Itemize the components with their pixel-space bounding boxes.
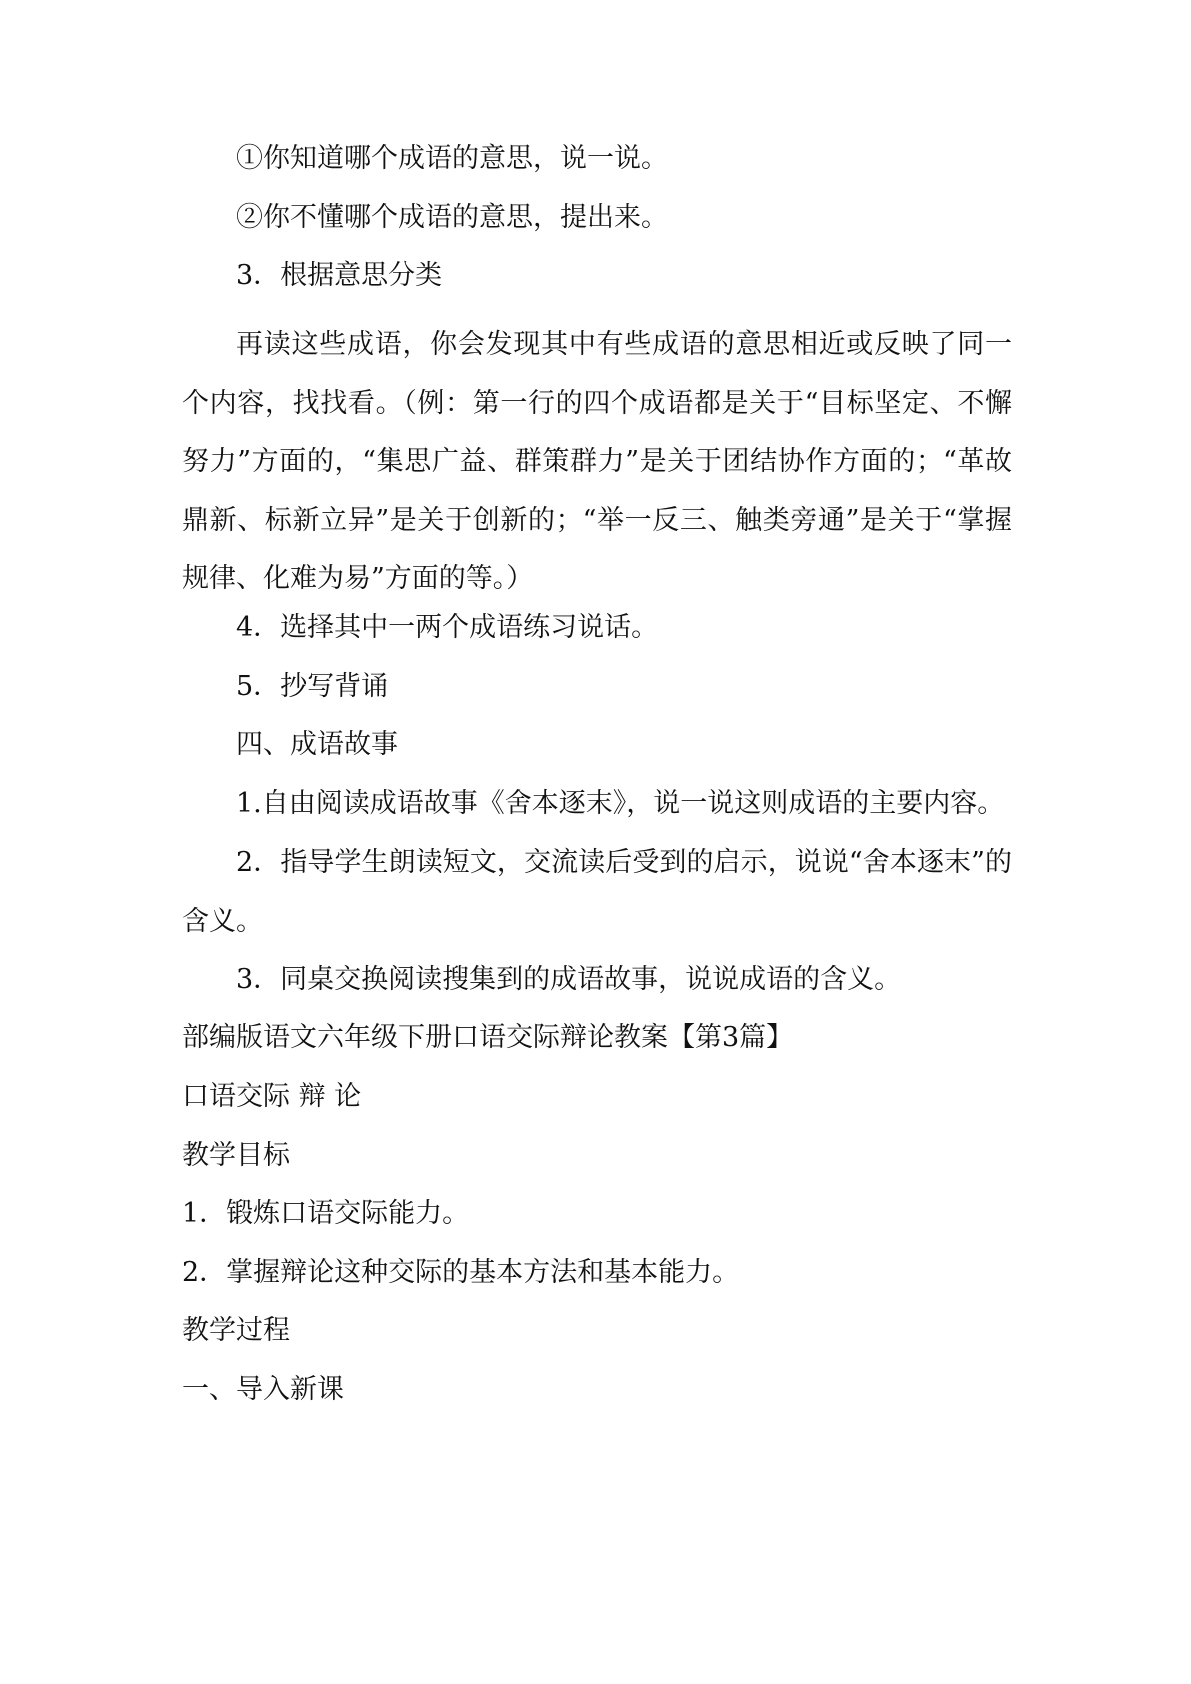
lesson-title: 口语交际 辩 论 — [182, 1081, 362, 1112]
paragraph-1: ①你知道哪个成语的意思，说一说。 — [236, 143, 668, 174]
goal-item-2: 2．掌握辩论这种交际的基本方法和基本能力。 — [182, 1257, 740, 1288]
paragraph-7: 四、成语故事 — [236, 729, 398, 760]
paragraph-4: 再读这些成语，你会发现其中有些成语的意思相近或反映了同一个内容，找找看。（例：第一行的四个成语都是关于“目标坚定、不懈努力”方面的，“集思广益、群策群力”是关于团结协作方面的；“革故鼎新、标新立异”是关于创新的；“举一反三、触类旁通”是关于“掌握规律、化难为易”方面的等。） — [182, 329, 1012, 594]
paragraph-10: 3．同桌交换阅读搜集到的成语故事，说说成语的含义。 — [236, 964, 902, 995]
paragraph-5: 4．选择其中一两个成语练习说话。 — [236, 612, 659, 643]
goal-item-1: 1．锻炼口语交际能力。 — [182, 1198, 470, 1229]
step-heading: 一、导入新课 — [182, 1374, 344, 1405]
paragraph-3: 3．根据意思分类 — [236, 260, 443, 291]
paragraph-8: 1.自由阅读成语故事《舍本逐末》，说一说这则成语的主要内容。 — [236, 788, 1005, 819]
teaching-process-heading: 教学过程 — [182, 1315, 290, 1346]
section-title: 部编版语文六年级下册口语交际辩论教案【第3篇】 — [182, 1022, 794, 1053]
paragraph-2: ②你不懂哪个成语的意思，提出来。 — [236, 202, 668, 233]
paragraph-9: 2．指导学生朗读短文，交流读后受到的启示，说说“舍本逐末”的含义。 — [182, 847, 1012, 937]
teaching-goals-heading: 教学目标 — [182, 1140, 290, 1171]
paragraph-6: 5．抄写背诵 — [236, 671, 389, 702]
